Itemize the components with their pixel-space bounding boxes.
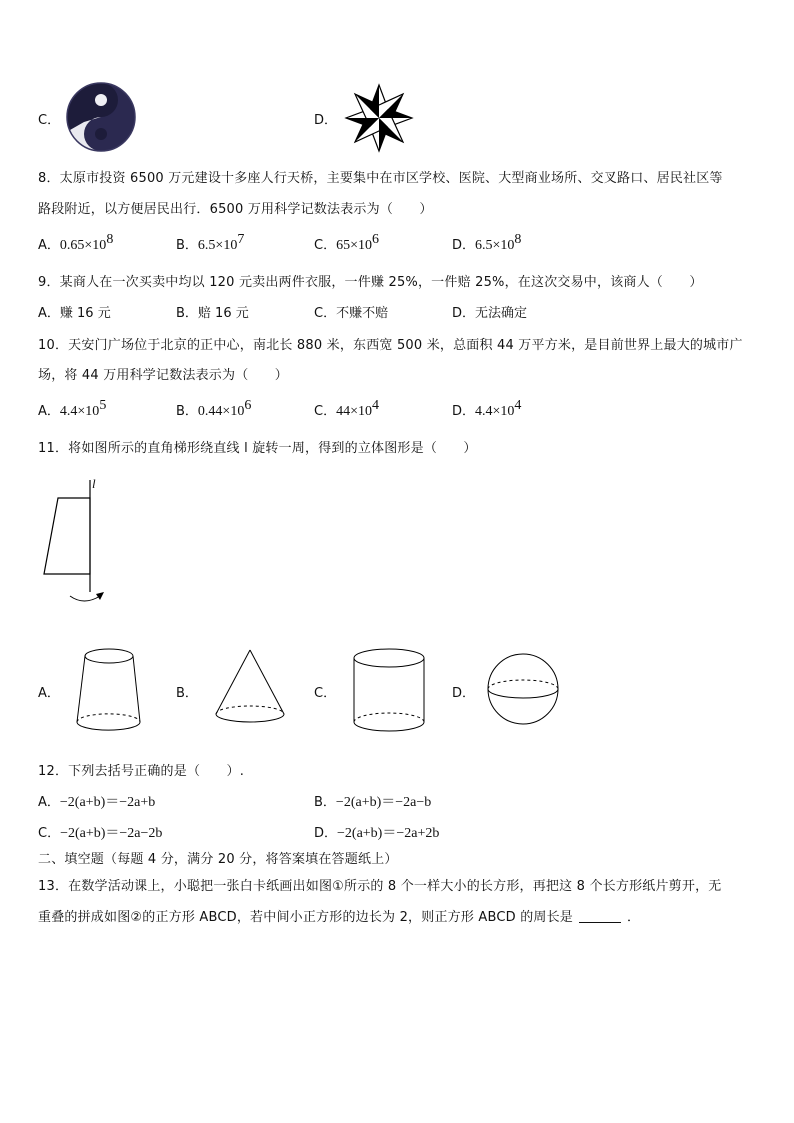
q8-option-d-label: D． <box>452 238 476 253</box>
q8-option-a-base: 0.65×10 <box>59 238 107 253</box>
q9-option-c-text: 不赚不赔 <box>336 306 389 321</box>
right-trapezoid-figure <box>38 476 118 608</box>
q12-option-d[interactable] <box>314 822 439 842</box>
star-pattern-icon <box>344 83 414 153</box>
q13-stem-tail: ． <box>627 910 641 925</box>
q7-option-d-label: D． <box>314 113 338 128</box>
q12-option-a-text: −2(a+b)＝−2a+b <box>59 795 156 810</box>
q12-option-c-text: −2(a+b)＝−2a−2b <box>60 826 163 841</box>
q8-option-d[interactable] <box>452 234 521 254</box>
q10-option-d-exp: 4 <box>514 398 522 413</box>
q13-stem-line1: 13．在数学活动课上，小聪把一张白卡纸画出如图①所示的 8 个一样大小的长方形，再把这 8 个长方形纸片剪开，无 <box>38 879 722 894</box>
q9-option-b-text: 赔 16 元 <box>197 306 249 321</box>
q12-option-c[interactable] <box>38 822 162 842</box>
q12-option-d-text: −2(a+b)＝−2a+2b <box>337 826 440 841</box>
q8-option-a[interactable] <box>38 234 113 254</box>
q10-option-c[interactable] <box>314 400 379 420</box>
q9-option-c-label: C． <box>314 306 337 321</box>
cone-icon <box>212 646 288 726</box>
q8-option-b[interactable] <box>176 234 244 254</box>
q12-option-d-label: D． <box>314 826 338 841</box>
q8-stem-line1: 8．太原市投资 6500 万元建设十多座人行天桥，主要集中在市区学校、医院、大型商业场所、交叉路口、居民社区等 <box>38 171 723 186</box>
q7-option-c-label: C． <box>38 113 61 128</box>
q10-option-c-exp: 4 <box>371 398 379 413</box>
q10-option-b-exp: 6 <box>244 398 252 413</box>
q8-option-c-label: C． <box>314 238 337 253</box>
q12-option-c-label: C． <box>38 826 61 841</box>
q8-option-a-exp: 8 <box>106 232 114 247</box>
q8-option-b-exp: 7 <box>237 232 245 247</box>
q12-option-b-label: B． <box>314 795 336 810</box>
q13-stem-line2 <box>38 906 640 925</box>
q8-option-c-base: 65×10 <box>336 238 372 253</box>
q8-option-d-base: 6.5×10 <box>475 238 515 253</box>
q11-option-b-label[interactable]: B． <box>176 686 198 701</box>
q9-option-a-label: A． <box>38 306 60 321</box>
q10-option-d-label: D． <box>452 404 476 419</box>
q8-option-d-exp: 8 <box>514 232 522 247</box>
q11-stem-line1: 11．将如图所示的直角梯形绕直线 l 旋转一周，得到的立体图形是（ ） <box>38 441 477 456</box>
q8-option-c[interactable] <box>314 234 379 254</box>
q12-option-b-text: −2(a+b)＝−2a−b <box>335 795 432 810</box>
q10-option-a-exp: 5 <box>99 398 107 413</box>
q10-option-b[interactable] <box>176 400 251 420</box>
q13-stem-line2-text: 重叠的拼成如图②的正方形 ABCD，若中间小正方形的边长为 2，则正方形 ABCD 的周长是 <box>38 910 573 925</box>
q9-option-d[interactable] <box>452 302 527 321</box>
frustum-icon <box>74 646 144 732</box>
axis-label-l: l <box>92 476 96 491</box>
yin-yang-icon <box>66 82 136 152</box>
q10-option-a[interactable] <box>38 400 106 420</box>
q9-option-b-label: B． <box>176 306 198 321</box>
q8-option-a-label: A． <box>38 238 60 253</box>
q10-option-c-label: C． <box>314 404 337 419</box>
q10-option-d[interactable] <box>452 400 521 420</box>
q9-option-a-text: 赚 16 元 <box>59 306 111 321</box>
q10-option-c-base: 44×10 <box>336 404 372 419</box>
q11-option-d-label[interactable]: D． <box>452 686 476 701</box>
q8-option-b-label: B． <box>176 238 198 253</box>
q10-option-d-base: 4.4×10 <box>475 404 515 419</box>
q9-option-a[interactable] <box>38 302 111 321</box>
q8-stem-line2: 路段附近，以方便居民出行．6500 万用科学记数法表示为（ ） <box>38 202 433 217</box>
q11-option-a-label[interactable]: A． <box>38 686 60 701</box>
q9-option-d-text: 无法确定 <box>475 306 528 321</box>
answer-blank[interactable] <box>579 910 621 923</box>
q10-option-a-base: 4.4×10 <box>59 404 100 419</box>
q12-stem-line1: 12．下列去括号正确的是（ ）. <box>38 764 245 779</box>
q8-option-c-exp: 6 <box>371 232 379 247</box>
q10-stem-line2: 场，将 44 万用科学记数法表示为（ ） <box>38 368 289 383</box>
q9-option-c[interactable] <box>314 302 388 321</box>
q11-option-c-label[interactable]: C． <box>314 686 337 701</box>
q9-stem-line1: 9．某商人在一次买卖中均以 120 元卖出两件衣服，一件赚 25%，一件赔 25%，在这次交易中，该商人（ ） <box>38 275 703 290</box>
q12-option-a[interactable] <box>38 791 155 811</box>
q9-option-d-label: D． <box>452 306 476 321</box>
q10-option-b-base: 0.44×10 <box>197 404 245 419</box>
q10-option-a-label: A． <box>38 404 60 419</box>
q12-option-a-label: A． <box>38 795 60 810</box>
sphere-icon <box>486 652 560 726</box>
q12-option-b[interactable] <box>314 791 431 811</box>
q10-stem-line1: 10．天安门广场位于北京的正中心，南北长 880 米，东西宽 500 米，总面积 44 万平方米，是目前世界上最大的城市广 <box>38 338 743 353</box>
q9-option-b[interactable] <box>176 302 249 321</box>
section2-title: 二、填空题（每题 4 分，满分 20 分，将答案填在答题纸上） <box>38 852 398 867</box>
q10-option-b-label: B． <box>176 404 198 419</box>
cylinder-icon <box>350 646 428 736</box>
q8-option-b-base: 6.5×10 <box>197 238 238 253</box>
